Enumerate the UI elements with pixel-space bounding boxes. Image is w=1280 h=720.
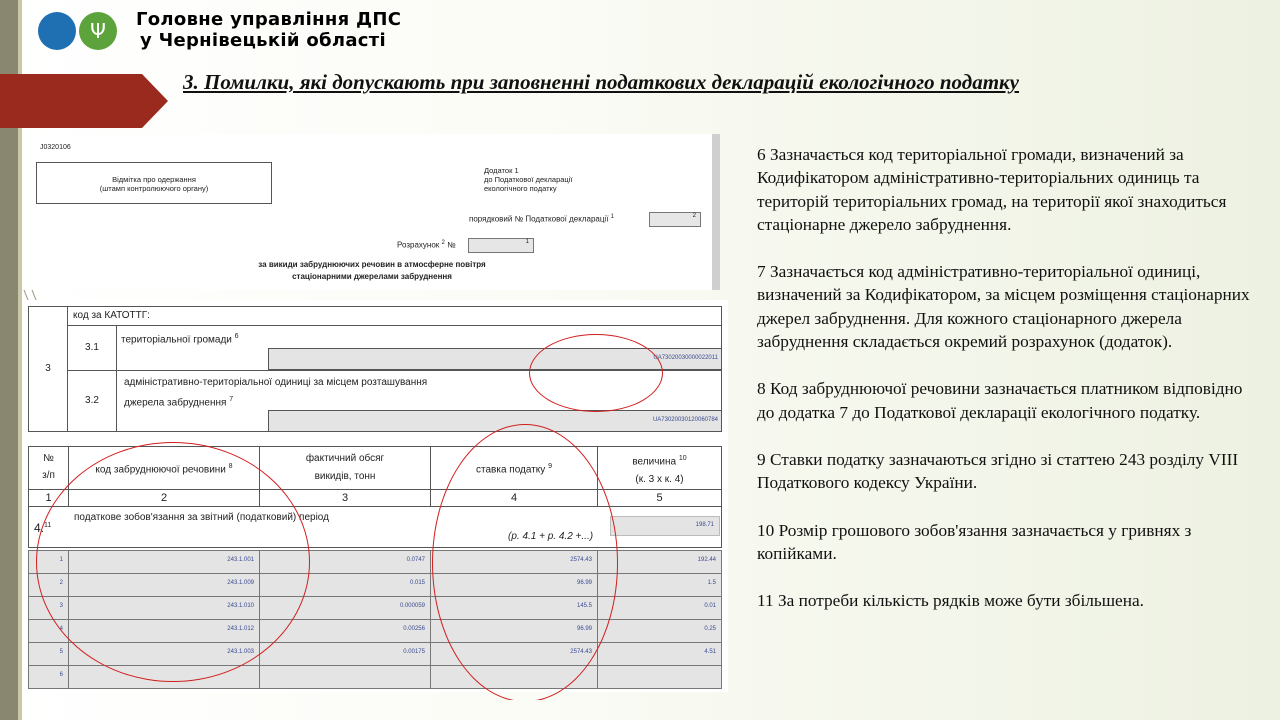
- column-number-3: 3: [341, 492, 349, 504]
- footnote-11: 11 За потреби кількість рядків може бути збільшена.: [757, 591, 1144, 611]
- column-number-2: 2: [160, 492, 168, 504]
- footnotes-panel: [757, 143, 1257, 636]
- total-formula: (р. 4.1 + р. 4.2 +...): [508, 531, 594, 542]
- section-arrow-icon: [0, 74, 168, 128]
- trident-logo-icon: Ψ: [79, 12, 117, 50]
- katottg-3-1-number: 3.1: [85, 342, 99, 353]
- row-value-code: 243.1.010: [227, 603, 254, 609]
- decorative-lines: [22, 290, 52, 300]
- row-number: 6: [59, 672, 63, 678]
- form-code: J0320106: [40, 144, 71, 151]
- row-value-amount: 0.01: [704, 603, 716, 609]
- row-value-rate: 96.99: [576, 626, 592, 632]
- table-cell: [430, 665, 598, 689]
- declaration-order-label: порядковий № Податкової декларації $^1$: [469, 214, 614, 224]
- katottg-3-2-value: UA73020030120060784: [652, 417, 718, 423]
- header-volume: фактичний обсяг викидів, тонн: [305, 453, 385, 482]
- row-value-rate: 96.99: [576, 580, 592, 586]
- footnote-7: 7 Зазначається код адміністративно-територіальної одиниці, визначений за Кодифікатором, за місцем розміщення стаціонарних джерел забруднення. Для кожного стаціонарного джерела забруднення складається окремий розрахунок (додаток).: [757, 262, 1250, 352]
- row-value-amount: 4.51: [704, 649, 716, 655]
- katottg-label-cell: [67, 306, 722, 326]
- row-value-amount: 192.44: [697, 557, 716, 563]
- katottg-3-1-label: територіальної громади $^6$: [121, 333, 239, 346]
- table-cell: [68, 665, 260, 689]
- row-value-code: 243.1.003: [227, 649, 254, 655]
- row-value-code: 243.1.012: [227, 626, 254, 632]
- footnote-10: 10 Розмір грошового зобов'язання зазначається у гривнях з копійками.: [757, 520, 1192, 563]
- row-value-rate: 2574.43: [570, 557, 592, 563]
- row-value-volume: 0.015: [409, 580, 425, 586]
- form-body-image: [22, 300, 728, 692]
- form-header-image: [22, 134, 720, 290]
- katottg-3-1-value: UA73020030000022011: [653, 355, 718, 361]
- row-number: 2: [59, 580, 63, 586]
- total-value: 198.71: [695, 522, 714, 528]
- header-code: код забруднюючої речовини $^8$: [95, 463, 233, 476]
- column-number-1: 1: [45, 492, 52, 504]
- organization-title-line2: у Чернівецькій області: [140, 30, 386, 51]
- row-value-volume: 0.0747: [406, 557, 425, 563]
- row-number: 1: [59, 557, 63, 563]
- calculation-label: Розрахунок $^2$ №: [397, 240, 456, 250]
- total-label: податкове зобов'язання за звітний (податковий) період: [74, 512, 329, 523]
- katottg-row-number: 3: [45, 363, 51, 374]
- katottg-3-2-label: адміністративно-територіальної одиниці за місцем розташування джерела забруднення $^7$: [124, 377, 428, 409]
- dps-logo-icon: [38, 12, 76, 50]
- row-value-rate: 2574.43: [570, 649, 592, 655]
- footnote-6: 6 Зазначається код територіальної громади, визначений за Кодифікатором адміністративно-територіальних одиниць та територій територіальних громад, на території якої знаходиться стаціонарне джерело забруднення.: [757, 145, 1227, 234]
- row-value-amount: 1.5: [707, 580, 716, 586]
- table-cell: [259, 665, 431, 689]
- section-title: 3. Помилки, які допускають при заповненні податкових декларацій екологічного податку: [183, 70, 1020, 94]
- column-number-5: 5: [656, 492, 663, 504]
- logos: [38, 12, 118, 52]
- receipt-stamp-box: Відмітка про одержання (штамп контролюючого органу): [36, 162, 272, 204]
- header-amount: величина $^{10}$ (к. 3 х к. 4): [632, 455, 687, 486]
- katottg-label: код за КАТОТТГ:: [73, 310, 150, 321]
- row-value-code: 243.1.001: [227, 557, 254, 563]
- row-number: 3: [59, 603, 63, 609]
- row-value-amount: 0.25: [704, 626, 716, 632]
- header-no: № з/п: [42, 453, 55, 481]
- row-number: 5: [59, 649, 63, 655]
- katottg-3-2-number: 3.2: [85, 395, 99, 406]
- footnote-9: 9 Ставки податку зазначаються згідно зі статтею 243 розділу VIII Податкового кодексу України.: [757, 449, 1239, 493]
- total-number: 4.11: [34, 521, 52, 535]
- form-scrollbar: [712, 134, 720, 290]
- appendix-caption: Додаток 1 до Податкової декларації екологічного податку: [484, 166, 573, 193]
- row-value-volume: 0.000059: [399, 603, 425, 609]
- row-value-code: 243.1.009: [227, 580, 254, 586]
- form-heading: за викиди забруднюючих речовин в атмосферне повітря стаціонарними джерелами забруднення: [258, 260, 486, 281]
- declaration-order-field: 2: [649, 212, 701, 227]
- organization-title: [136, 9, 401, 51]
- row-value-rate: 145.5: [576, 603, 592, 609]
- column-number-4: 4: [510, 492, 518, 504]
- row-value-volume: 0.00175: [403, 649, 425, 655]
- row-number: 4: [59, 626, 63, 632]
- organization-title-line1: Головне управління ДПС: [136, 9, 402, 30]
- footnote-8: 8 Код забруднюючої речовини зазначається платником відповідно до додатка 7 до Податкової декларації екологічного податку.: [757, 379, 1243, 422]
- row-value-volume: 0.00256: [403, 626, 425, 632]
- header-rate: ставка податку $^9$: [476, 463, 552, 476]
- calculation-number-field: 1: [468, 238, 534, 253]
- table-cell: [597, 665, 722, 689]
